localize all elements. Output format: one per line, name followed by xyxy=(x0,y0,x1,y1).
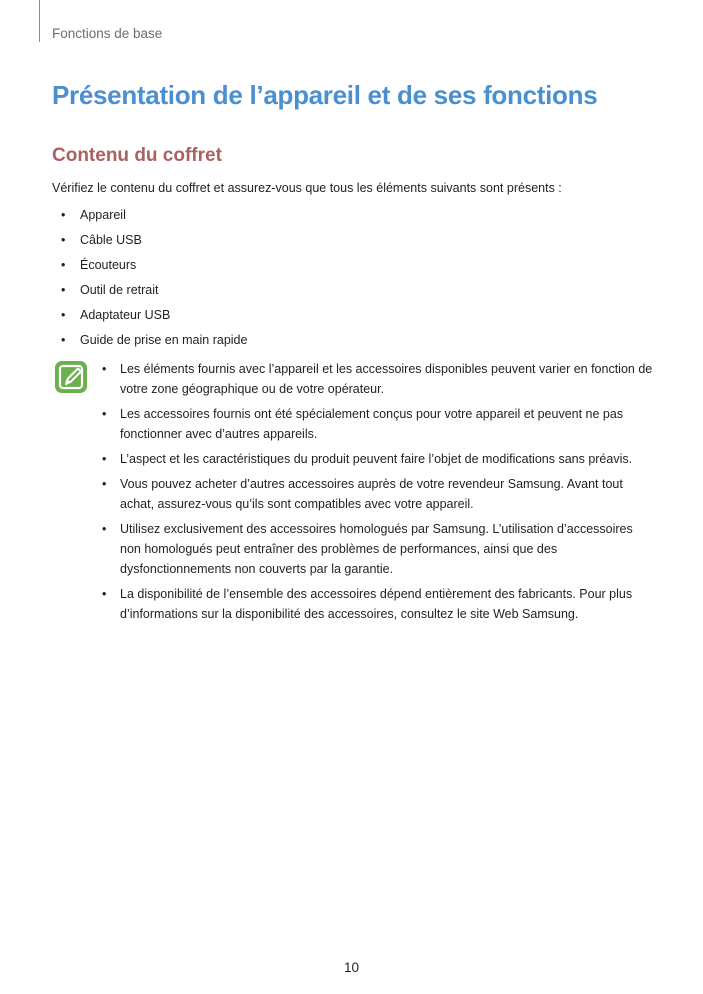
note-item: • Utilisez exclusivement des accessoires homologués par Samsung. L’utilisation d’accessoires non homologués peut entraîner des problèmes de performances, ainsi que des dysfonctionnements non couverts par la garantie. xyxy=(93,519,653,579)
bullet-icon: • xyxy=(61,283,66,297)
bullet-icon: • xyxy=(102,587,107,601)
list-item: • Guide de prise en main rapide xyxy=(52,331,247,356)
bullet-icon: • xyxy=(102,362,107,376)
list-item: • Adaptateur USB xyxy=(52,306,247,331)
bullet-icon: • xyxy=(61,233,66,247)
bullet-icon: • xyxy=(102,522,107,536)
note-item: • Les éléments fournis avec l’appareil et les accessoires disponibles peuvent varier en fonction de votre zone géographique ou de votre opérateur. xyxy=(93,359,653,399)
list-item: • Écouteurs xyxy=(52,256,247,281)
note-pencil-icon xyxy=(54,360,88,394)
section-intro: Vérifiez le contenu du coffret et assurez-vous que tous les éléments suivants sont présents : xyxy=(52,181,562,195)
bullet-icon: • xyxy=(102,452,107,466)
bullet-icon: • xyxy=(61,258,66,272)
bullet-icon: • xyxy=(102,477,107,491)
note-item: • Les accessoires fournis ont été spécialement conçus pour votre appareil et peuvent ne pas fonctionner avec d’autres appareils. xyxy=(93,404,653,444)
bullet-icon: • xyxy=(61,208,66,222)
note-item: • L’aspect et les caractéristiques du produit peuvent faire l’objet de modifications sans préavis. xyxy=(93,449,653,469)
bullet-icon: • xyxy=(61,308,66,322)
box-contents-list xyxy=(52,206,247,356)
list-item: • Câble USB xyxy=(52,231,247,256)
list-item: • Outil de retrait xyxy=(52,281,247,306)
bullet-icon: • xyxy=(61,333,66,347)
page-title: Présentation de l’appareil et de ses fonctions xyxy=(52,80,598,110)
note-item: • Vous pouvez acheter d’autres accessoires auprès de votre revendeur Samsung. Avant tout achat, assurez-vous qu’ils sont compatibles avec votre appareil. xyxy=(93,474,653,514)
bullet-icon: • xyxy=(102,407,107,421)
note-item: • La disponibilité de l’ensemble des accessoires dépend entièrement des fabricants. Pour plus d’informations sur la disponibilité des accessoires, consultez le site Web Samsung. xyxy=(93,584,653,624)
note-list xyxy=(93,359,653,629)
running-header: Fonctions de base xyxy=(52,26,163,41)
list-item: • Appareil xyxy=(52,206,247,231)
section-title: Contenu du coffret xyxy=(52,145,222,166)
header-rule xyxy=(39,0,40,42)
page-number: 10 xyxy=(343,960,360,975)
